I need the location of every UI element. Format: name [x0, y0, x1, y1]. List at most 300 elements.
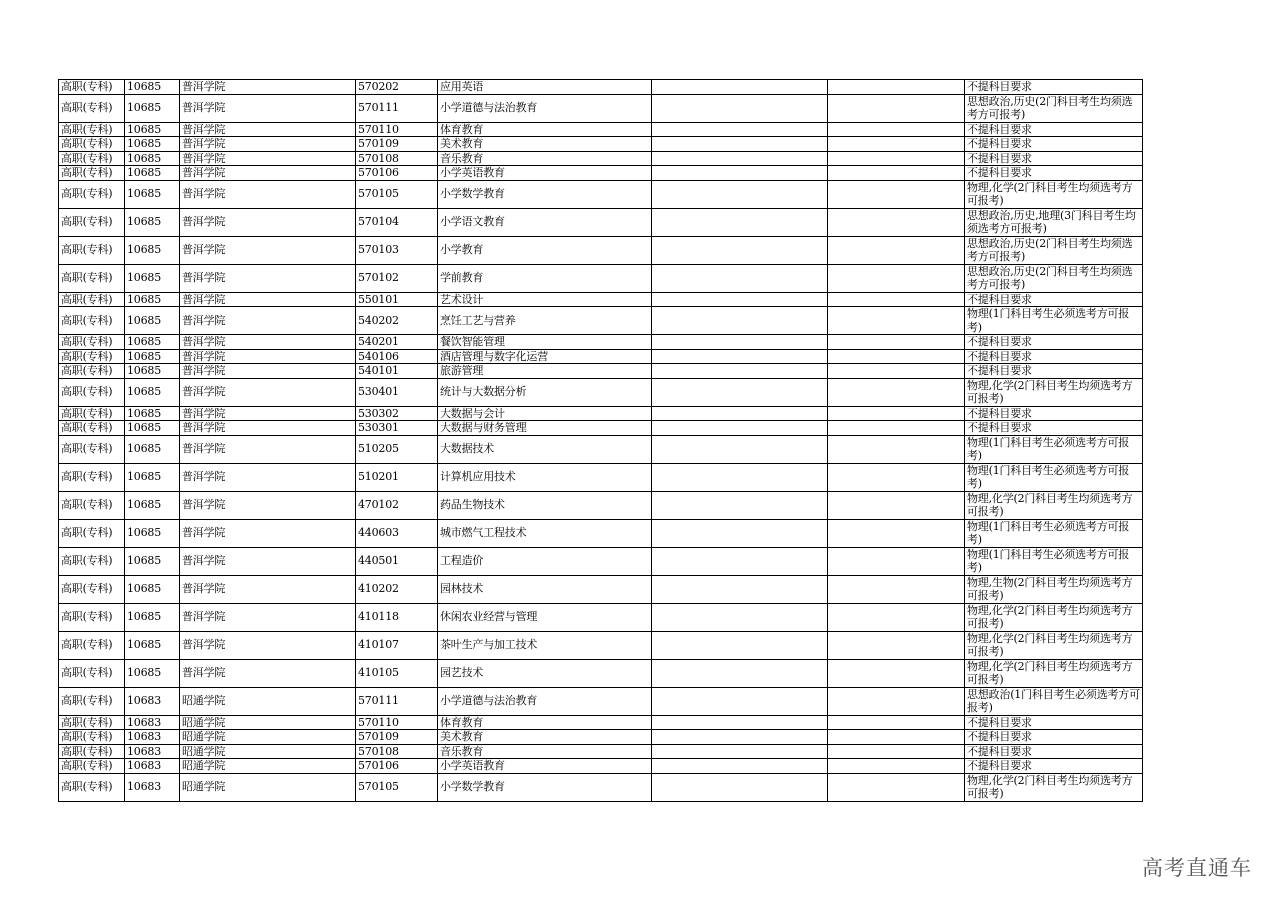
major-name-cell: 小学英语教育: [438, 759, 652, 774]
school-code-cell: 10685: [125, 659, 180, 687]
school-name-cell: 普洱学院: [180, 94, 356, 122]
school-code-cell: 10685: [125, 406, 180, 421]
major-code-cell: 570110: [356, 715, 438, 730]
school-code-cell: 10685: [125, 463, 180, 491]
major-name-cell: 小学道德与法治教育: [438, 94, 652, 122]
blank-cell: [828, 236, 965, 264]
table-row: [59, 659, 1143, 687]
level-cell: 高职(专科): [59, 715, 125, 730]
blank-cell: [652, 122, 828, 137]
subject-requirement-cell: 物理,化学(2门科目考生均须选考方可报考): [965, 603, 1143, 631]
subject-requirement-cell: 不提科目要求: [965, 421, 1143, 436]
blank-cell: [828, 773, 965, 801]
blank-cell: [652, 547, 828, 575]
school-code-cell: 10685: [125, 364, 180, 379]
school-code-cell: 10683: [125, 687, 180, 715]
school-name-cell: 普洱学院: [180, 519, 356, 547]
level-cell: 高职(专科): [59, 491, 125, 519]
major-name-cell: 小学语文教育: [438, 208, 652, 236]
school-code-cell: 10685: [125, 80, 180, 95]
major-name-cell: 小学英语教育: [438, 166, 652, 181]
blank-cell: [652, 80, 828, 95]
school-code-cell: 10685: [125, 122, 180, 137]
school-name-cell: 普洱学院: [180, 236, 356, 264]
blank-cell: [828, 335, 965, 350]
school-name-cell: 昭通学院: [180, 715, 356, 730]
blank-cell: [828, 715, 965, 730]
major-code-cell: 570109: [356, 137, 438, 152]
blank-cell: [652, 349, 828, 364]
major-name-cell: 体育教育: [438, 715, 652, 730]
level-cell: 高职(专科): [59, 292, 125, 307]
major-name-cell: 小学数学教育: [438, 773, 652, 801]
blank-cell: [652, 463, 828, 491]
school-code-cell: 10685: [125, 236, 180, 264]
subject-requirement-cell: 不提科目要求: [965, 730, 1143, 745]
blank-cell: [828, 137, 965, 152]
level-cell: 高职(专科): [59, 773, 125, 801]
level-cell: 高职(专科): [59, 166, 125, 181]
subject-requirement-cell: 物理,化学(2门科目考生均须选考方可报考): [965, 491, 1143, 519]
table-row: [59, 94, 1143, 122]
subject-requirement-cell: 思想政治,历史,地理(3门科目考生均须选考方可报考): [965, 208, 1143, 236]
major-code-cell: 440501: [356, 547, 438, 575]
blank-cell: [652, 435, 828, 463]
blank-cell: [828, 759, 965, 774]
school-code-cell: 10685: [125, 349, 180, 364]
school-code-cell: 10685: [125, 378, 180, 406]
subject-requirement-cell: 物理(1门科目考生必须选考方可报考): [965, 519, 1143, 547]
table-row: [59, 349, 1143, 364]
table-row: [59, 151, 1143, 166]
school-name-cell: 普洱学院: [180, 421, 356, 436]
subject-requirement-cell: 物理(1门科目考生必须选考方可报考): [965, 435, 1143, 463]
major-name-cell: 艺术设计: [438, 292, 652, 307]
level-cell: 高职(专科): [59, 264, 125, 292]
major-code-cell: 570108: [356, 151, 438, 166]
level-cell: 高职(专科): [59, 575, 125, 603]
blank-cell: [828, 378, 965, 406]
blank-cell: [652, 378, 828, 406]
table-row: [59, 491, 1143, 519]
blank-cell: [828, 659, 965, 687]
blank-cell: [828, 575, 965, 603]
blank-cell: [828, 435, 965, 463]
blank-cell: [828, 122, 965, 137]
major-code-cell: 570105: [356, 773, 438, 801]
major-code-cell: 410107: [356, 631, 438, 659]
blank-cell: [652, 94, 828, 122]
level-cell: 高职(专科): [59, 349, 125, 364]
table-row: [59, 208, 1143, 236]
school-code-cell: 10683: [125, 744, 180, 759]
level-cell: 高职(专科): [59, 421, 125, 436]
subject-requirement-cell: 不提科目要求: [965, 406, 1143, 421]
major-name-cell: 体育教育: [438, 122, 652, 137]
table-row: [59, 364, 1143, 379]
blank-cell: [652, 687, 828, 715]
subject-requirement-cell: 不提科目要求: [965, 715, 1143, 730]
subject-requirement-cell: 不提科目要求: [965, 166, 1143, 181]
blank-cell: [828, 264, 965, 292]
level-cell: 高职(专科): [59, 730, 125, 745]
blank-cell: [828, 166, 965, 181]
major-code-cell: 440603: [356, 519, 438, 547]
major-code-cell: 510205: [356, 435, 438, 463]
blank-cell: [652, 292, 828, 307]
table-row: [59, 435, 1143, 463]
major-code-cell: 570111: [356, 687, 438, 715]
level-cell: 高职(专科): [59, 547, 125, 575]
major-name-cell: 美术教育: [438, 137, 652, 152]
major-code-cell: 470102: [356, 491, 438, 519]
school-code-cell: 10685: [125, 180, 180, 208]
table-row: [59, 406, 1143, 421]
major-name-cell: 酒店管理与数字化运营: [438, 349, 652, 364]
watermark-text: 高考直通车: [1142, 856, 1252, 880]
blank-cell: [652, 236, 828, 264]
level-cell: 高职(专科): [59, 406, 125, 421]
subject-requirement-cell: 物理,化学(2门科目考生均须选考方可报考): [965, 659, 1143, 687]
table-row: [59, 730, 1143, 745]
table-row: [59, 547, 1143, 575]
major-code-cell: 570106: [356, 166, 438, 181]
school-name-cell: 普洱学院: [180, 547, 356, 575]
blank-cell: [652, 421, 828, 436]
level-cell: 高职(专科): [59, 180, 125, 208]
blank-cell: [652, 364, 828, 379]
major-code-cell: 540202: [356, 307, 438, 335]
major-name-cell: 茶叶生产与加工技术: [438, 631, 652, 659]
level-cell: 高职(专科): [59, 335, 125, 350]
major-name-cell: 学前教育: [438, 264, 652, 292]
level-cell: 高职(专科): [59, 631, 125, 659]
subject-requirement-cell: 物理,化学(2门科目考生均须选考方可报考): [965, 773, 1143, 801]
level-cell: 高职(专科): [59, 603, 125, 631]
school-code-cell: 10685: [125, 166, 180, 181]
subject-requirement-cell: 不提科目要求: [965, 151, 1143, 166]
blank-cell: [828, 491, 965, 519]
blank-cell: [828, 80, 965, 95]
subject-requirement-cell: 不提科目要求: [965, 292, 1143, 307]
major-code-cell: 410118: [356, 603, 438, 631]
blank-cell: [652, 264, 828, 292]
blank-cell: [828, 744, 965, 759]
table-row: [59, 773, 1143, 801]
level-cell: 高职(专科): [59, 519, 125, 547]
school-code-cell: 10685: [125, 547, 180, 575]
school-name-cell: 普洱学院: [180, 435, 356, 463]
school-code-cell: 10685: [125, 575, 180, 603]
level-cell: 高职(专科): [59, 435, 125, 463]
school-name-cell: 普洱学院: [180, 208, 356, 236]
school-name-cell: 昭通学院: [180, 759, 356, 774]
major-code-cell: 570105: [356, 180, 438, 208]
level-cell: 高职(专科): [59, 208, 125, 236]
school-code-cell: 10685: [125, 491, 180, 519]
table-row: [59, 137, 1143, 152]
subject-requirement-cell: 物理,化学(2门科目考生均须选考方可报考): [965, 180, 1143, 208]
blank-cell: [828, 292, 965, 307]
subject-requirement-cell: 不提科目要求: [965, 364, 1143, 379]
table-row: [59, 292, 1143, 307]
level-cell: 高职(专科): [59, 80, 125, 95]
table-row: [59, 166, 1143, 181]
subject-requirement-cell: 不提科目要求: [965, 744, 1143, 759]
school-name-cell: 普洱学院: [180, 80, 356, 95]
table-row: [59, 759, 1143, 774]
level-cell: 高职(专科): [59, 659, 125, 687]
school-code-cell: 10685: [125, 435, 180, 463]
blank-cell: [652, 208, 828, 236]
major-name-cell: 大数据技术: [438, 435, 652, 463]
school-name-cell: 普洱学院: [180, 166, 356, 181]
school-name-cell: 普洱学院: [180, 603, 356, 631]
major-name-cell: 统计与大数据分析: [438, 378, 652, 406]
school-code-cell: 10685: [125, 631, 180, 659]
major-code-cell: 530302: [356, 406, 438, 421]
major-name-cell: 小学教育: [438, 236, 652, 264]
blank-cell: [652, 137, 828, 152]
major-code-cell: 540201: [356, 335, 438, 350]
blank-cell: [828, 349, 965, 364]
major-code-cell: 410105: [356, 659, 438, 687]
major-name-cell: 旅游管理: [438, 364, 652, 379]
major-name-cell: 园林技术: [438, 575, 652, 603]
school-name-cell: 普洱学院: [180, 491, 356, 519]
subject-requirement-cell: 物理(1门科目考生必须选考方可报考): [965, 463, 1143, 491]
blank-cell: [828, 406, 965, 421]
level-cell: 高职(专科): [59, 463, 125, 491]
subject-requirement-cell: 不提科目要求: [965, 122, 1143, 137]
school-name-cell: 昭通学院: [180, 744, 356, 759]
level-cell: 高职(专科): [59, 744, 125, 759]
blank-cell: [828, 94, 965, 122]
major-name-cell: 城市燃气工程技术: [438, 519, 652, 547]
major-code-cell: 570104: [356, 208, 438, 236]
school-code-cell: 10685: [125, 94, 180, 122]
table-row: [59, 122, 1143, 137]
table-row: [59, 307, 1143, 335]
level-cell: 高职(专科): [59, 378, 125, 406]
table-row: [59, 180, 1143, 208]
school-code-cell: 10685: [125, 264, 180, 292]
subject-requirement-cell: 不提科目要求: [965, 759, 1143, 774]
table-row: [59, 378, 1143, 406]
major-code-cell: 540106: [356, 349, 438, 364]
blank-cell: [828, 547, 965, 575]
level-cell: 高职(专科): [59, 137, 125, 152]
subject-requirement-cell: 思想政治(1门科目考生必须选考方可报考): [965, 687, 1143, 715]
school-code-cell: 10685: [125, 603, 180, 631]
school-name-cell: 昭通学院: [180, 730, 356, 745]
blank-cell: [652, 773, 828, 801]
blank-cell: [652, 335, 828, 350]
blank-cell: [652, 759, 828, 774]
table-row: [59, 421, 1143, 436]
school-code-cell: 10683: [125, 730, 180, 745]
major-name-cell: 音乐教育: [438, 151, 652, 166]
major-name-cell: 计算机应用技术: [438, 463, 652, 491]
blank-cell: [828, 463, 965, 491]
school-name-cell: 普洱学院: [180, 575, 356, 603]
table-row: [59, 264, 1143, 292]
level-cell: 高职(专科): [59, 236, 125, 264]
major-code-cell: 570103: [356, 236, 438, 264]
major-code-cell: 540101: [356, 364, 438, 379]
school-code-cell: 10685: [125, 421, 180, 436]
subject-requirement-cell: 不提科目要求: [965, 80, 1143, 95]
level-cell: 高职(专科): [59, 122, 125, 137]
subject-requirement-cell: 物理(1门科目考生必须选考方可报考): [965, 307, 1143, 335]
level-cell: 高职(专科): [59, 307, 125, 335]
major-code-cell: 510201: [356, 463, 438, 491]
major-name-cell: 餐饮智能管理: [438, 335, 652, 350]
major-code-cell: 570108: [356, 744, 438, 759]
blank-cell: [828, 519, 965, 547]
blank-cell: [652, 575, 828, 603]
table-row: [59, 80, 1143, 95]
blank-cell: [828, 364, 965, 379]
school-name-cell: 普洱学院: [180, 349, 356, 364]
blank-cell: [828, 421, 965, 436]
blank-cell: [828, 180, 965, 208]
major-name-cell: 大数据与财务管理: [438, 421, 652, 436]
subject-requirement-cell: 思想政治,历史(2门科目考生均须选考方可报考): [965, 94, 1143, 122]
school-name-cell: 普洱学院: [180, 292, 356, 307]
blank-cell: [828, 631, 965, 659]
blank-cell: [828, 730, 965, 745]
blank-cell: [652, 715, 828, 730]
major-code-cell: 570102: [356, 264, 438, 292]
table-body: [59, 80, 1143, 802]
blank-cell: [652, 730, 828, 745]
level-cell: 高职(专科): [59, 151, 125, 166]
major-name-cell: 药品生物技术: [438, 491, 652, 519]
school-code-cell: 10685: [125, 208, 180, 236]
major-code-cell: 570109: [356, 730, 438, 745]
table-row: [59, 335, 1143, 350]
admission-subject-table: [58, 79, 1143, 802]
school-name-cell: 普洱学院: [180, 151, 356, 166]
school-name-cell: 昭通学院: [180, 687, 356, 715]
table-row: [59, 575, 1143, 603]
major-code-cell: 530401: [356, 378, 438, 406]
blank-cell: [652, 519, 828, 547]
school-name-cell: 普洱学院: [180, 307, 356, 335]
blank-cell: [652, 491, 828, 519]
school-code-cell: 10685: [125, 519, 180, 547]
major-code-cell: 530301: [356, 421, 438, 436]
blank-cell: [652, 151, 828, 166]
school-name-cell: 普洱学院: [180, 659, 356, 687]
level-cell: 高职(专科): [59, 687, 125, 715]
blank-cell: [652, 180, 828, 208]
blank-cell: [828, 307, 965, 335]
major-code-cell: 570111: [356, 94, 438, 122]
major-name-cell: 园艺技术: [438, 659, 652, 687]
major-name-cell: 美术教育: [438, 730, 652, 745]
major-name-cell: 小学道德与法治教育: [438, 687, 652, 715]
subject-requirement-cell: 不提科目要求: [965, 349, 1143, 364]
level-cell: 高职(专科): [59, 364, 125, 379]
blank-cell: [652, 166, 828, 181]
subject-requirement-cell: 思想政治,历史(2门科目考生均须选考方可报考): [965, 264, 1143, 292]
major-code-cell: 570110: [356, 122, 438, 137]
blank-cell: [828, 151, 965, 166]
school-name-cell: 昭通学院: [180, 773, 356, 801]
school-name-cell: 普洱学院: [180, 378, 356, 406]
major-code-cell: 410202: [356, 575, 438, 603]
table-row: [59, 603, 1143, 631]
major-name-cell: 烹饪工艺与营养: [438, 307, 652, 335]
major-name-cell: 大数据与会计: [438, 406, 652, 421]
table-row: [59, 519, 1143, 547]
table-row: [59, 463, 1143, 491]
subject-requirement-cell: 物理,化学(2门科目考生均须选考方可报考): [965, 631, 1143, 659]
school-name-cell: 普洱学院: [180, 463, 356, 491]
school-code-cell: 10685: [125, 335, 180, 350]
blank-cell: [828, 603, 965, 631]
school-code-cell: 10683: [125, 773, 180, 801]
subject-requirement-cell: 物理(1门科目考生必须选考方可报考): [965, 547, 1143, 575]
school-code-cell: 10685: [125, 151, 180, 166]
major-name-cell: 小学数学教育: [438, 180, 652, 208]
school-name-cell: 普洱学院: [180, 364, 356, 379]
blank-cell: [652, 659, 828, 687]
school-code-cell: 10683: [125, 759, 180, 774]
table-row: [59, 744, 1143, 759]
subject-requirement-cell: 物理,生物(2门科目考生均须选考方可报考): [965, 575, 1143, 603]
major-name-cell: 休闲农业经营与管理: [438, 603, 652, 631]
school-code-cell: 10685: [125, 292, 180, 307]
school-name-cell: 普洱学院: [180, 180, 356, 208]
table-row: [59, 631, 1143, 659]
school-code-cell: 10685: [125, 307, 180, 335]
major-code-cell: 550101: [356, 292, 438, 307]
major-code-cell: 570106: [356, 759, 438, 774]
subject-requirement-cell: 不提科目要求: [965, 137, 1143, 152]
school-name-cell: 普洱学院: [180, 137, 356, 152]
school-name-cell: 普洱学院: [180, 264, 356, 292]
level-cell: 高职(专科): [59, 759, 125, 774]
blank-cell: [652, 631, 828, 659]
blank-cell: [652, 744, 828, 759]
school-name-cell: 普洱学院: [180, 631, 356, 659]
blank-cell: [652, 603, 828, 631]
school-code-cell: 10685: [125, 137, 180, 152]
school-code-cell: 10683: [125, 715, 180, 730]
blank-cell: [652, 307, 828, 335]
major-code-cell: 570202: [356, 80, 438, 95]
school-name-cell: 普洱学院: [180, 335, 356, 350]
level-cell: 高职(专科): [59, 94, 125, 122]
table-row: [59, 715, 1143, 730]
subject-requirement-cell: 物理,化学(2门科目考生均须选考方可报考): [965, 378, 1143, 406]
major-name-cell: 音乐教育: [438, 744, 652, 759]
blank-cell: [828, 687, 965, 715]
table-row: [59, 236, 1143, 264]
major-name-cell: 应用英语: [438, 80, 652, 95]
table-row: [59, 687, 1143, 715]
school-name-cell: 普洱学院: [180, 406, 356, 421]
blank-cell: [652, 406, 828, 421]
blank-cell: [828, 208, 965, 236]
school-name-cell: 普洱学院: [180, 122, 356, 137]
subject-requirement-cell: 思想政治,历史(2门科目考生均须选考方可报考): [965, 236, 1143, 264]
subject-requirement-cell: 不提科目要求: [965, 335, 1143, 350]
major-name-cell: 工程造价: [438, 547, 652, 575]
